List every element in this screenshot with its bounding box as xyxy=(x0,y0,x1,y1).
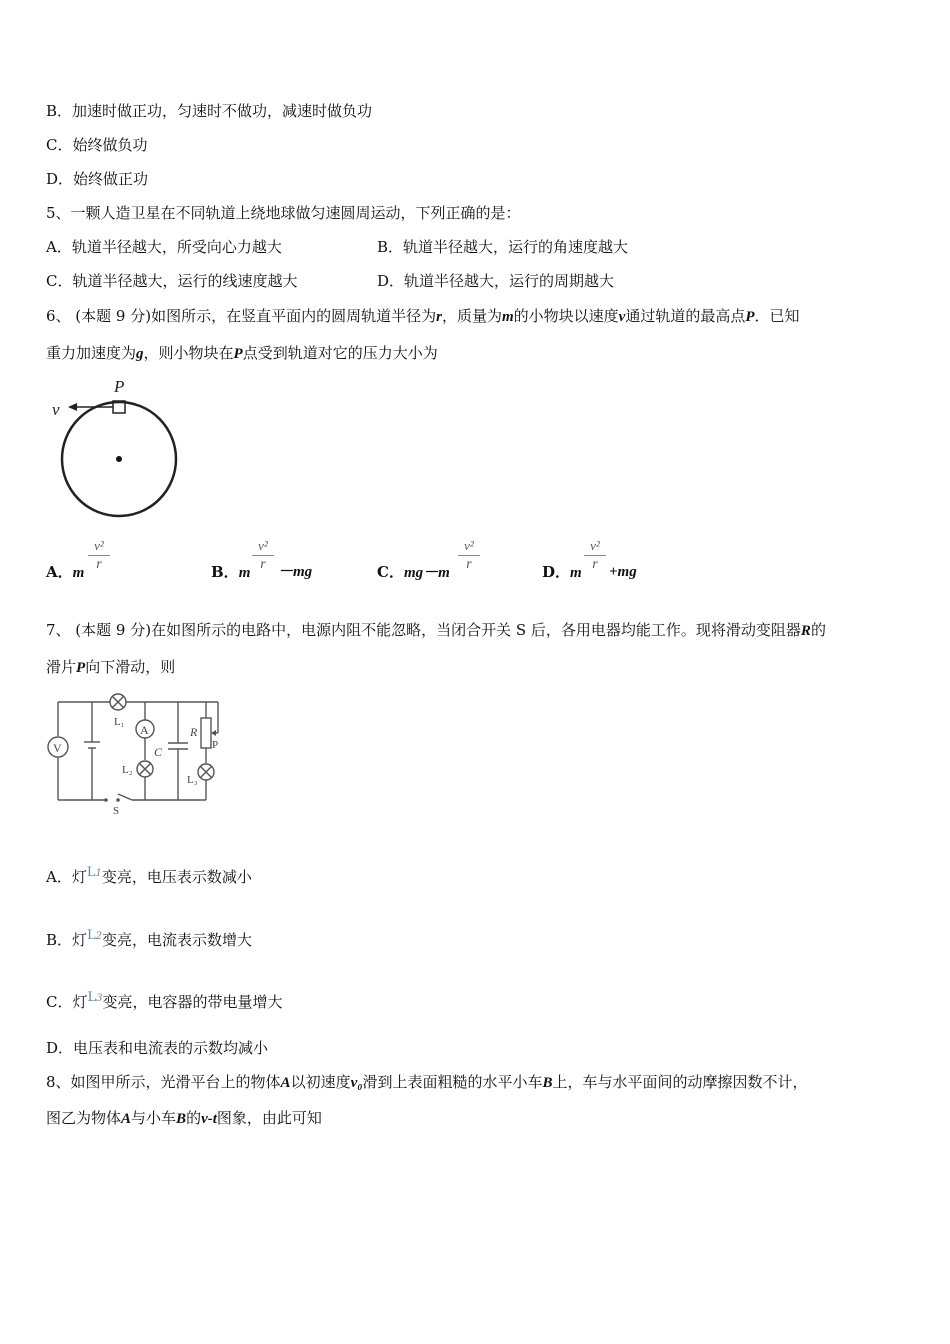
q5-option-b: B．轨道半径越大，运行的角速度越大 xyxy=(377,238,629,256)
q4-option-c: C．始终做负功 xyxy=(46,136,148,154)
q7-circuit-label-l1: L₁ xyxy=(114,716,125,728)
q6-option-d-fraction: v² r xyxy=(584,539,606,572)
q6-option-b-suffix: －mg xyxy=(278,564,313,580)
q6-option-b-fraction: v² r xyxy=(252,539,274,572)
q7-option-a: A．灯$L^1$变亮，电压表示数减小 xyxy=(46,865,252,886)
q7-option-b: B．灯$L^2$变亮，电流表示数增大 xyxy=(46,928,253,949)
q8-stem-line1: 8、如图甲所示，光滑平台上的物体A以初速度v₀滑到上表面粗糙的水平小车B上，车与水平面间的动摩擦因数不计， xyxy=(46,1073,808,1091)
q8-stem-line2: 图乙为物体A与小车B的v-t图象，由此可知 xyxy=(46,1109,322,1127)
q7-circuit-label-p: P xyxy=(212,739,219,751)
q7-option-c: C．灯$L^3$变亮，电容器的带电量增大 xyxy=(46,990,283,1011)
q5-option-c: C．轨道半径越大，运行的线速度越大 xyxy=(46,272,298,290)
q7-stem-line1: 7、 (本题 9 分)在如图所示的电路中，电源内阻不能忽略，当闭合开关 S 后，各用电器均能工作。现将滑动变阻器R的 xyxy=(46,621,826,639)
q7-circuit-label-a: A xyxy=(140,723,149,737)
q6-option-a-fraction: v² r xyxy=(88,539,110,572)
q7-circuit-label-l3: L₃ xyxy=(187,774,198,786)
q7-circuit-label-r: R xyxy=(190,725,198,739)
q6-figure-label-p: P xyxy=(114,377,125,396)
q7-option-d: D．电压表和电流表的示数均减小 xyxy=(46,1039,269,1057)
q7-circuit-label-l2: L₂ xyxy=(122,764,133,776)
q7-circuit-label-c: C xyxy=(154,745,163,759)
q6-option-d: D．m xyxy=(542,563,582,581)
q6-circle-figure xyxy=(46,372,186,522)
q6-option-b: B．m xyxy=(211,563,251,581)
q7-circuit-label-s: S xyxy=(113,805,120,817)
q6-option-d-suffix: +mg xyxy=(609,564,637,580)
q7-circuit-label-v: V xyxy=(53,741,62,755)
q6-option-a: A．m xyxy=(46,563,85,581)
q5-stem: 5、一颗人造卫星在不同轨道上绕地球做匀速圆周运动，下列正确的是： xyxy=(46,204,521,222)
q5-option-a: A．轨道半径越大，所受向心力越大 xyxy=(46,238,282,256)
q6-stem-line1: 6、 (本题 9 分)如图所示，在竖直平面内的圆周轨道半径为r，质量为m的小物块以速度v通过轨道的最高点P．已知 xyxy=(46,307,800,325)
q4-option-b: B．加速时做正功，匀速时不做功，减速时做负功 xyxy=(46,102,373,120)
q4-option-d: D．始终做正功 xyxy=(46,170,149,188)
q6-stem-line2: 重力加速度为g，则小物块在P点受到轨道对它的压力大小为 xyxy=(46,344,438,362)
q6-option-c: C．mg－m xyxy=(377,563,450,581)
q5-option-d: D．轨道半径越大，运行的周期越大 xyxy=(377,272,615,290)
q6-figure-label-v: v xyxy=(52,400,60,419)
q7-circuit-diagram xyxy=(44,690,224,820)
q6-option-c-fraction: v² r xyxy=(458,539,480,572)
q7-stem-line2: 滑片P向下滑动，则 xyxy=(46,658,176,676)
